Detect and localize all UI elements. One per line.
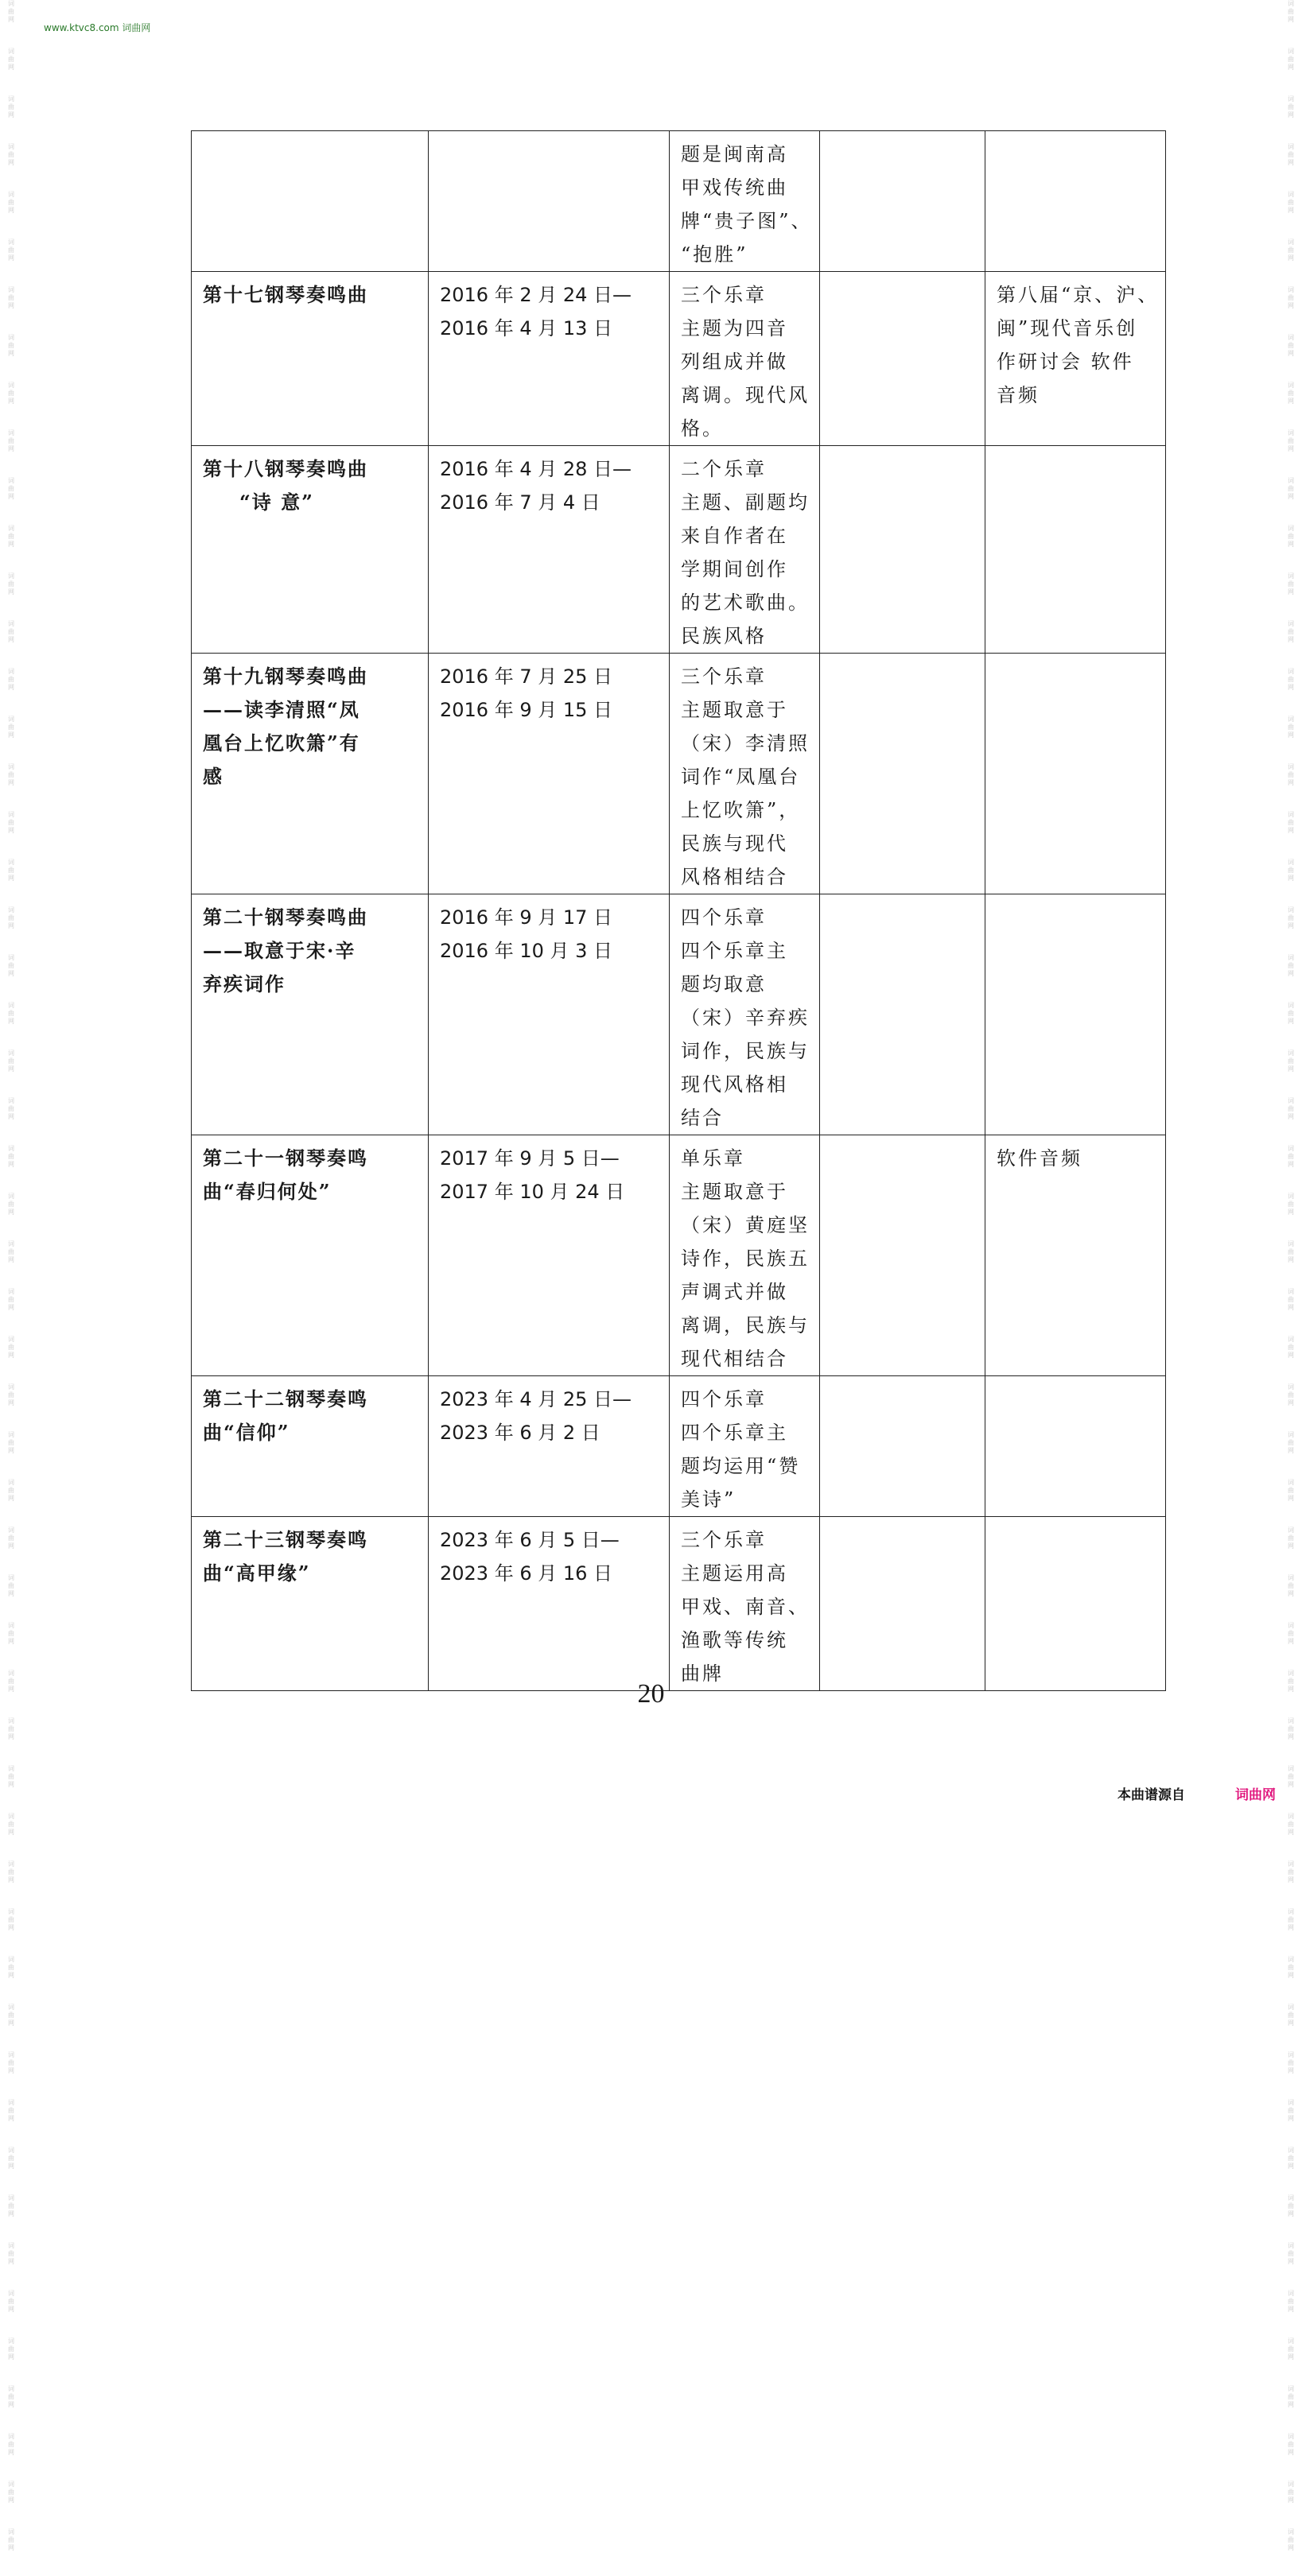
watermark-text: 词 曲 网	[1288, 1145, 1294, 1168]
description-line: 三个乐章	[681, 1529, 767, 1551]
work-title-line: 曲“春归何处”	[203, 1180, 332, 1203]
watermark-text: 词 曲 网	[8, 1527, 14, 1550]
description-line: 现代相结合	[681, 1348, 788, 1370]
watermark-text: 词 曲 网	[1288, 143, 1294, 166]
work-title-cell	[192, 1135, 429, 1376]
description-line: （宋）李清照	[681, 732, 810, 755]
footer-site-link[interactable]: 词曲网	[1235, 1787, 1276, 1803]
table-row	[192, 1517, 1166, 1691]
description-cell	[670, 1376, 820, 1517]
work-title-cell	[192, 894, 429, 1135]
description-line: 美诗”	[681, 1488, 737, 1511]
work-title-line: 弃疾词作	[203, 972, 286, 995]
work-title-cell	[192, 1376, 429, 1517]
watermark-text: 词 曲 网	[1288, 1240, 1294, 1263]
watermark-text: 词 曲 网	[8, 620, 14, 643]
watermark-text: 词 曲 网	[8, 2481, 14, 2504]
description-line: 列组成并做	[681, 351, 788, 373]
watermark-text: 词 曲 网	[1288, 48, 1294, 71]
description-line: 离调，民族与	[681, 1314, 810, 1336]
watermark-strip-left	[3, 0, 19, 2551]
note-cell	[985, 131, 1166, 272]
work-title-cell	[192, 654, 429, 894]
watermark-text: 词 曲 网	[8, 2147, 14, 2170]
watermark-text: 词 曲 网	[1288, 668, 1294, 691]
work-title-line: 第十八钢琴奏鸣曲	[203, 457, 368, 480]
work-title-line: 第二十三钢琴奏鸣	[203, 1528, 368, 1551]
table-row	[192, 654, 1166, 894]
watermark-text: 词 曲 网	[8, 716, 14, 739]
watermark-text: 词 曲 网	[1288, 2051, 1294, 2074]
empty-cell	[820, 446, 985, 654]
note-line: 闽”现代音乐创	[997, 317, 1138, 339]
watermark-text: 词 曲 网	[8, 1431, 14, 1454]
description-line: 题是闽南高	[681, 143, 788, 165]
note-line: 软件音频	[997, 1147, 1082, 1170]
table-row	[192, 446, 1166, 654]
description-line: 甲戏传统曲	[681, 177, 788, 199]
date-range-line: 2017 年 10 月 24 日	[440, 1181, 625, 1203]
work-title-line: 第十九钢琴奏鸣曲	[203, 665, 368, 688]
description-line: 学期间创作	[681, 558, 788, 580]
description-line: 曲牌	[681, 1662, 724, 1685]
watermark-text: 词 曲 网	[8, 48, 14, 71]
watermark-text: 词 曲 网	[8, 1288, 14, 1311]
watermark-text: 词 曲 网	[8, 2528, 14, 2551]
watermark-text: 词 曲 网	[1288, 1670, 1294, 1693]
watermark-text: 词 曲 网	[8, 382, 14, 405]
watermark-text: 词 曲 网	[8, 429, 14, 452]
description-line: 民族风格	[681, 625, 767, 647]
work-title-line: ——读李清照“凤	[203, 698, 360, 721]
work-title-cell	[192, 131, 429, 272]
description-line: 题均运用“赞	[681, 1455, 801, 1477]
watermark-text: 词 曲 网	[1288, 525, 1294, 548]
date-range-cell	[429, 1376, 670, 1517]
date-range-line: 2016 年 9 月 15 日	[440, 699, 613, 721]
description-line: （宋）辛弃疾	[681, 1007, 810, 1029]
watermark-text: 词 曲 网	[8, 1383, 14, 1406]
watermark-text: 词 曲 网	[8, 1622, 14, 1645]
watermark-text: 词 曲 网	[1288, 2099, 1294, 2122]
date-range-line: 2016 年 9 月 17 日	[440, 906, 613, 929]
table-row	[192, 894, 1166, 1135]
watermark-text: 词 曲 网	[8, 1240, 14, 1263]
watermark-text: 词 曲 网	[1288, 1193, 1294, 1216]
watermark-text: 词 曲 网	[1288, 1336, 1294, 1359]
date-range-line: 2016 年 4 月 13 日	[440, 317, 613, 339]
watermark-text: 词 曲 网	[8, 2385, 14, 2408]
watermark-text: 词 曲 网	[8, 1717, 14, 1740]
description-cell	[670, 1135, 820, 1376]
watermark-text: 词 曲 网	[8, 1813, 14, 1836]
date-range-cell	[429, 894, 670, 1135]
watermark-text: 词 曲 网	[1288, 1813, 1294, 1836]
description-line: 三个乐章	[681, 665, 767, 688]
watermark-text: 词 曲 网	[1288, 620, 1294, 643]
watermark-text: 词 曲 网	[1288, 95, 1294, 118]
watermark-text: 词 曲 网	[1288, 239, 1294, 262]
site-header[interactable]: www.ktvc8.com 词曲网	[44, 22, 151, 33]
watermark-text: 词 曲 网	[8, 859, 14, 882]
watermark-text: 词 曲 网	[1288, 382, 1294, 405]
description-line: 四个乐章主	[681, 940, 788, 962]
watermark-text: 词 曲 网	[1288, 906, 1294, 929]
watermark-text: 词 曲 网	[1288, 1860, 1294, 1884]
watermark-text: 词 曲 网	[1288, 1765, 1294, 1788]
empty-cell	[820, 894, 985, 1135]
watermark-text: 词 曲 网	[8, 1145, 14, 1168]
description-line: 来自作者在	[681, 525, 788, 547]
works-table	[191, 130, 1166, 1691]
empty-cell	[820, 131, 985, 272]
description-line: 三个乐章	[681, 284, 767, 306]
watermark-text: 词 曲 网	[8, 2242, 14, 2265]
note-cell	[985, 272, 1166, 446]
watermark-text: 词 曲 网	[1288, 572, 1294, 596]
description-cell	[670, 446, 820, 654]
watermark-text: 词 曲 网	[1288, 954, 1294, 977]
description-line: 结合	[681, 1107, 724, 1129]
description-line: 四个乐章	[681, 906, 767, 929]
watermark-text: 词 曲 网	[8, 572, 14, 596]
watermark-text: 词 曲 网	[1288, 1002, 1294, 1025]
description-line: 渔歌等传统	[681, 1629, 788, 1651]
page-number: 20	[637, 1679, 665, 1709]
description-line: 离调。现代风	[681, 384, 810, 406]
watermark-text: 词 曲 网	[1288, 2290, 1294, 2313]
watermark-text: 词 曲 网	[8, 191, 14, 214]
watermark-text: 词 曲 网	[1288, 716, 1294, 739]
work-title-line: 曲“高甲缘”	[203, 1562, 311, 1585]
watermark-text: 词 曲 网	[8, 1336, 14, 1359]
date-range-cell	[429, 446, 670, 654]
work-title-cell	[192, 272, 429, 446]
watermark-text: 词 曲 网	[8, 811, 14, 834]
empty-cell	[820, 1376, 985, 1517]
date-range-line: 2023 年 6 月 16 日	[440, 1562, 613, 1585]
watermark-text: 词 曲 网	[1288, 811, 1294, 834]
description-line: 甲戏、南音、	[681, 1596, 810, 1618]
watermark-text: 词 曲 网	[8, 239, 14, 262]
note-line: 音频	[997, 384, 1040, 406]
work-title-line: 第二十二钢琴奏鸣	[203, 1387, 368, 1410]
watermark-text: 词 曲 网	[8, 1670, 14, 1693]
work-title-line: 第二十钢琴奏鸣曲	[203, 906, 368, 929]
description-line: 词作“凤凰台	[681, 766, 801, 788]
description-line: 二个乐章	[681, 458, 767, 480]
note-cell	[985, 894, 1166, 1135]
table-row	[192, 1135, 1166, 1376]
watermark-text: 词 曲 网	[1288, 1383, 1294, 1406]
watermark-text: 词 曲 网	[8, 1574, 14, 1597]
date-range-line: 2016 年 10 月 3 日	[440, 940, 613, 962]
date-range-line: 2023 年 4 月 25 日—	[440, 1388, 632, 1410]
date-range-line: 2016 年 4 月 28 日—	[440, 458, 632, 480]
description-line: 格。	[681, 417, 724, 440]
date-range-line: 2023 年 6 月 5 日—	[440, 1529, 620, 1551]
watermark-text: 词 曲 网	[8, 477, 14, 500]
watermark-text: 词 曲 网	[1288, 1574, 1294, 1597]
empty-cell	[820, 1517, 985, 1691]
watermark-text: 词 曲 网	[8, 1956, 14, 1979]
watermark-text: 词 曲 网	[1288, 859, 1294, 882]
work-title-line: 第二十一钢琴奏鸣	[203, 1146, 368, 1170]
date-range-cell	[429, 131, 670, 272]
description-line: 的艺术歌曲。	[681, 592, 810, 614]
date-range-cell	[429, 654, 670, 894]
watermark-text: 词 曲 网	[8, 1765, 14, 1788]
watermark-text: 词 曲 网	[8, 906, 14, 929]
note-cell	[985, 1135, 1166, 1376]
description-line: “抱胜”	[681, 243, 748, 266]
note-cell	[985, 1376, 1166, 1517]
table-row	[192, 272, 1166, 446]
description-line: 主题、副题均	[681, 491, 810, 514]
description-line: 主题取意于	[681, 1181, 788, 1203]
watermark-text: 词 曲 网	[1288, 2337, 1294, 2361]
watermark-text: 词 曲 网	[8, 1002, 14, 1025]
watermark-text: 词 曲 网	[1288, 477, 1294, 500]
empty-cell	[820, 654, 985, 894]
empty-cell	[820, 272, 985, 446]
watermark-strip-right	[1283, 0, 1299, 2551]
work-title-line: 曲“信仰”	[203, 1421, 290, 1444]
watermark-text: 词 曲 网	[1288, 1527, 1294, 1550]
description-line: 四个乐章主	[681, 1422, 788, 1444]
watermark-text: 词 曲 网	[1288, 2242, 1294, 2265]
watermark-text: 词 曲 网	[8, 2099, 14, 2122]
description-line: 四个乐章	[681, 1388, 767, 1410]
note-cell	[985, 1517, 1166, 1691]
watermark-text: 词 曲 网	[1288, 1956, 1294, 1979]
watermark-text: 词 曲 网	[8, 2051, 14, 2074]
note-line: 第八届“京、沪、	[997, 284, 1160, 306]
watermark-text: 词 曲 网	[8, 1860, 14, 1884]
table-row	[192, 131, 1166, 272]
watermark-text: 词 曲 网	[8, 2004, 14, 2027]
watermark-text: 词 曲 网	[1288, 1431, 1294, 1454]
watermark-text: 词 曲 网	[8, 1097, 14, 1120]
watermark-text: 词 曲 网	[8, 334, 14, 357]
watermark-text: 词 曲 网	[1288, 1479, 1294, 1502]
watermark-text: 词 曲 网	[1288, 2004, 1294, 2027]
watermark-text: 词 曲 网	[1288, 1288, 1294, 1311]
description-line: 词作，民族与	[681, 1040, 810, 1062]
watermark-text: 词 曲 网	[1288, 429, 1294, 452]
description-line: 诗作，民族五	[681, 1247, 810, 1270]
watermark-text: 词 曲 网	[1288, 2528, 1294, 2551]
description-line: 民族与现代	[681, 832, 788, 855]
date-range-cell	[429, 1135, 670, 1376]
watermark-text: 词 曲 网	[1288, 191, 1294, 214]
description-line: 牌“贵子图”、	[681, 210, 813, 232]
watermark-text: 词 曲 网	[1288, 1097, 1294, 1120]
date-range-line: 2016 年 2 月 24 日—	[440, 284, 632, 306]
watermark-text: 词 曲 网	[8, 668, 14, 691]
work-title-line: ——取意于宋·辛	[203, 939, 356, 962]
watermark-text: 词 曲 网	[1288, 1717, 1294, 1740]
date-range-cell	[429, 1517, 670, 1691]
watermark-text: 词 曲 网	[1288, 334, 1294, 357]
date-range-line: 2017 年 9 月 5 日—	[440, 1147, 620, 1170]
watermark-text: 词 曲 网	[1288, 1622, 1294, 1645]
work-title-cell	[192, 446, 429, 654]
watermark-text: 词 曲 网	[1288, 286, 1294, 309]
watermark-text: 词 曲 网	[1288, 1049, 1294, 1073]
description-cell	[670, 272, 820, 446]
description-line: （宋）黄庭坚	[681, 1214, 810, 1236]
description-cell	[670, 894, 820, 1135]
date-range-line: 2016 年 7 月 25 日	[440, 665, 613, 688]
watermark-text: 词 曲 网	[8, 1908, 14, 1931]
empty-cell	[820, 1135, 985, 1376]
watermark-text: 词 曲 网	[8, 525, 14, 548]
watermark-text: 词 曲 网	[8, 1193, 14, 1216]
watermark-text: 词 曲 网	[8, 286, 14, 309]
watermark-text: 词 曲 网	[8, 2290, 14, 2313]
description-line: 现代风格相	[681, 1073, 788, 1096]
watermark-text: 词 曲 网	[8, 2194, 14, 2217]
date-range-line: 2023 年 6 月 2 日	[440, 1422, 600, 1444]
description-line: 主题运用高	[681, 1562, 788, 1585]
watermark-text: 词 曲 网	[8, 2433, 14, 2456]
watermark-text: 词 曲 网	[8, 954, 14, 977]
work-title-line: 感	[203, 765, 223, 788]
description-cell	[670, 654, 820, 894]
description-line: 风格相结合	[681, 866, 788, 888]
watermark-text: 词 曲 网	[1288, 2433, 1294, 2456]
description-cell	[670, 1517, 820, 1691]
watermark-text: 词 曲 网	[1288, 2385, 1294, 2408]
note-cell	[985, 654, 1166, 894]
description-line: 单乐章	[681, 1147, 745, 1170]
description-line: 题均取意	[681, 973, 767, 995]
watermark-text: 词 曲 网	[1288, 2147, 1294, 2170]
description-line: 声调式并做	[681, 1281, 788, 1303]
date-range-cell	[429, 272, 670, 446]
footer-source-label: 本曲谱源自	[1117, 1787, 1185, 1803]
work-title-line: 第十七钢琴奏鸣曲	[203, 283, 368, 306]
date-range-line: 2016 年 7 月 4 日	[440, 491, 600, 514]
watermark-text: 词 曲 网	[8, 763, 14, 786]
watermark-text: 词 曲 网	[8, 1479, 14, 1502]
watermark-text: 词 曲 网	[8, 143, 14, 166]
description-line: 上忆吹箫”，	[681, 799, 801, 821]
watermark-text: 词 曲 网	[8, 2337, 14, 2361]
work-title-line: 凰台上忆吹箫”有	[203, 731, 360, 755]
watermark-text: 词 曲 网	[1288, 1908, 1294, 1931]
watermark-text: 词 曲 网	[1288, 763, 1294, 786]
work-title-cell	[192, 1517, 429, 1691]
watermark-text: 词 曲 网	[1288, 2481, 1294, 2504]
table-row	[192, 1376, 1166, 1517]
watermark-text: 词 曲 网	[1288, 2194, 1294, 2217]
note-cell	[985, 446, 1166, 654]
watermark-text: 词 曲 网	[8, 0, 14, 23]
watermark-text: 词 曲 网	[8, 1049, 14, 1073]
work-title-line: “诗 意”	[239, 491, 314, 514]
description-cell	[670, 131, 820, 272]
watermark-text: 词 曲 网	[8, 95, 14, 118]
description-line: 主题取意于	[681, 699, 788, 721]
note-line: 作研讨会 软件	[997, 351, 1134, 373]
watermark-text: 词 曲 网	[1288, 0, 1294, 23]
description-line: 主题为四音	[681, 317, 788, 339]
